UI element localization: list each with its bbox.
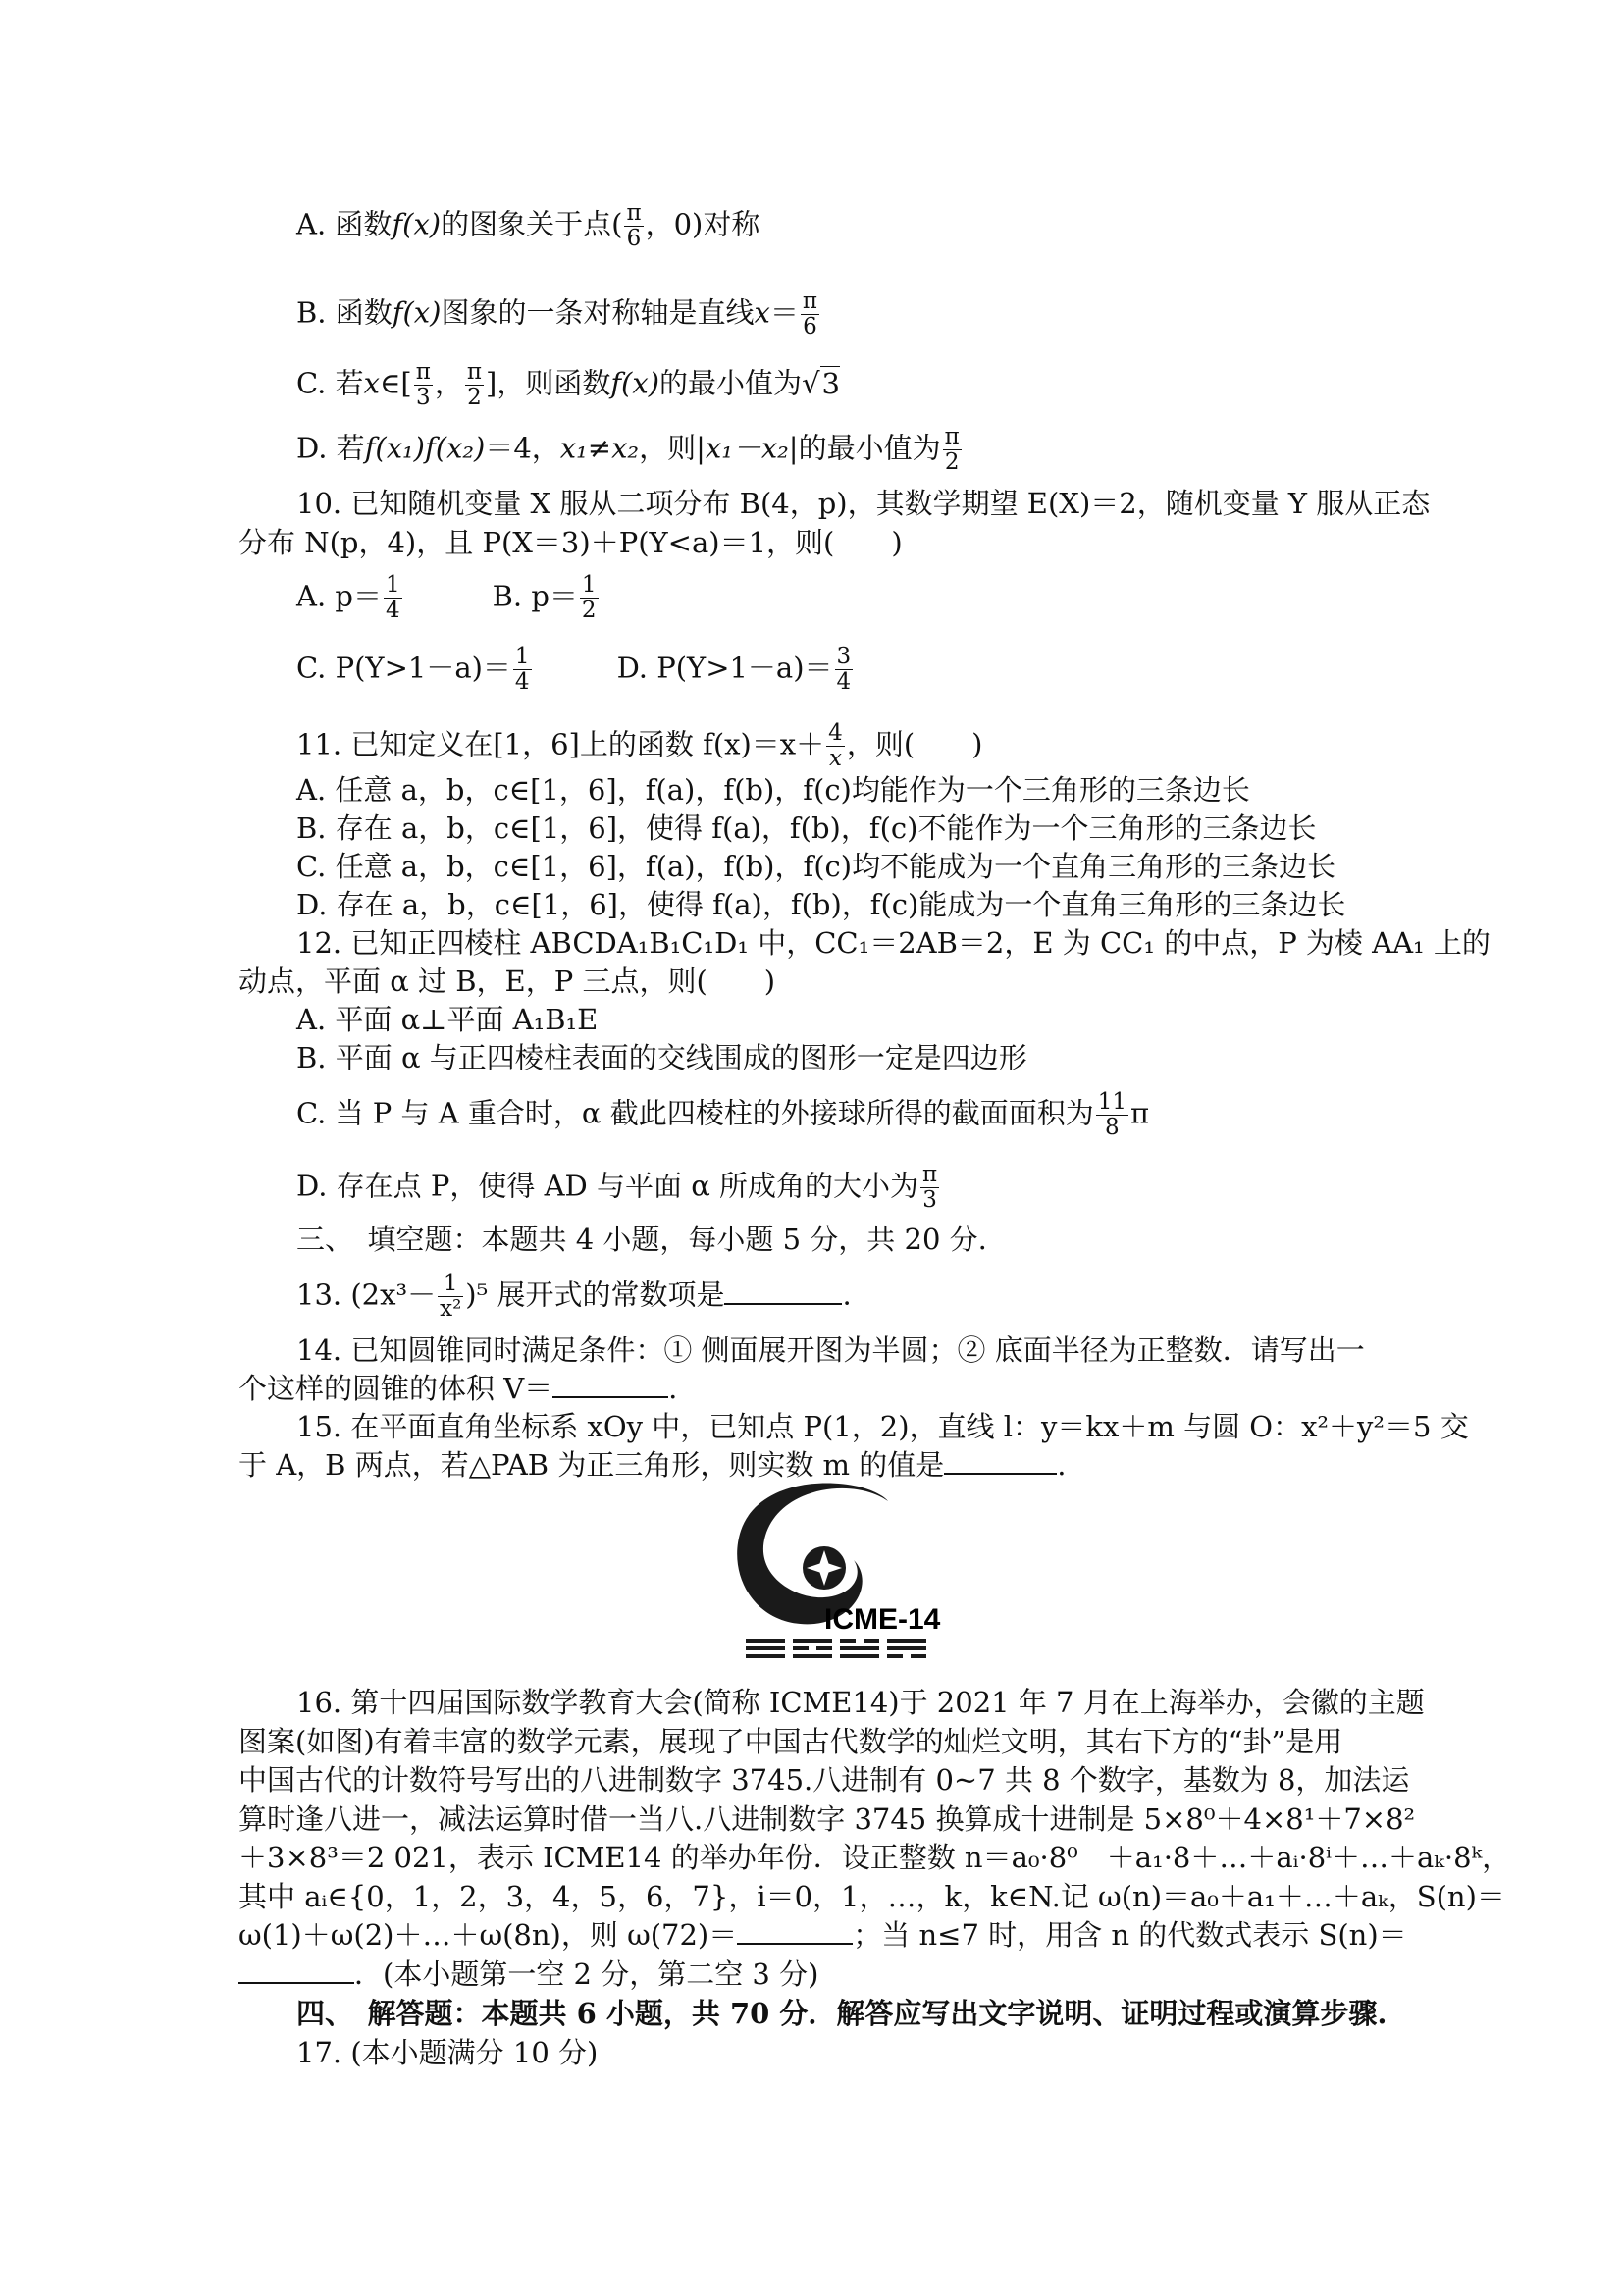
gua-bar — [746, 1639, 785, 1643]
q9-option-d — [296, 425, 964, 475]
text: ，则 — [639, 431, 697, 465]
q17-heading: 17. (本小题满分 10 分) — [296, 2036, 599, 2069]
text: . — [842, 1278, 852, 1312]
gua-bar — [746, 1646, 785, 1650]
denominator: 4 — [514, 669, 530, 695]
option-a: A. p＝ — [296, 579, 382, 613]
text: . — [1057, 1448, 1067, 1482]
gua-bar — [840, 1639, 856, 1643]
text: 的最小值为 — [798, 431, 941, 465]
fraction — [465, 360, 484, 410]
sqrt-sign: √ — [802, 366, 820, 400]
gua-bar — [793, 1646, 809, 1650]
q12-stem-line1: 12. 已知正四棱柱 ABCDA₁B₁C₁D₁ 中，CC₁＝2AB＝2，E 为 CC₁ 的中点，P 为棱 AA₁ 上的 — [296, 926, 1491, 960]
q14-line1: 14. 已知圆锥同时满足条件：① 侧面展开图为半圆；② 底面半径为正整数．请写出一 — [296, 1333, 1365, 1367]
fraction — [624, 201, 643, 251]
fraction — [513, 645, 532, 695]
text: ， — [434, 366, 463, 400]
text: . — [668, 1372, 678, 1405]
q13 — [296, 1272, 852, 1322]
fraction — [943, 425, 962, 475]
text: ＝ — [769, 295, 799, 330]
numerator: 4 — [828, 720, 843, 746]
section-4-heading: 四、 解答题：本题共 6 小题，共 70 分．解答应写出文字说明、证明过程或演算步骤. — [296, 1997, 1387, 2030]
q12-stem-line2: 动点，平面 α 过 B，E，P 三点，则( ) — [238, 965, 776, 998]
numerator: π — [466, 359, 482, 385]
numerator: 11 — [1097, 1089, 1127, 1115]
text: ＝4， — [485, 431, 560, 465]
text: 个这样的圆锥的体积 V＝ — [238, 1372, 553, 1405]
denominator: 2 — [944, 449, 960, 475]
numerator: π — [626, 200, 642, 226]
denominator: 2 — [467, 385, 482, 410]
numerator: 3 — [836, 644, 852, 669]
text: ω(1)＋ω(2)＋…＋ω(8n)，则 ω(72)＝ — [238, 1918, 738, 1952]
text: ，则( ) — [846, 727, 983, 761]
q16-line5: ＋3×8³＝2 021，表示 ICME14 的举办年份．设正整数 n＝a₀·8⁰ ＋a₁·8＋…＋aᵢ·8ⁱ＋…＋aₖ·8ᵏ， — [238, 1841, 1511, 1874]
text: 的图象关于点( — [441, 207, 623, 241]
text: 13. (2x³－ — [296, 1278, 437, 1312]
gua-bar — [793, 1639, 832, 1643]
numerator: π — [415, 359, 431, 385]
section-3-heading: 三、 填空题：本题共 4 小题，每小题 5 分，共 20 分. — [296, 1223, 987, 1256]
emblem-label: ICME-14 — [824, 1603, 941, 1636]
fraction — [580, 573, 599, 623]
q10-options-ab — [296, 573, 601, 623]
gua-bar — [887, 1646, 926, 1650]
denominator: 3 — [922, 1187, 937, 1213]
text: B. 函数 — [296, 295, 393, 330]
text: ，0)对称 — [645, 207, 760, 241]
option-d: D. P(Y>1－a)＝ — [616, 651, 833, 685]
numerator: 1 — [385, 572, 400, 598]
q12-option-d — [296, 1163, 941, 1213]
gua-bar — [911, 1654, 926, 1658]
q14-line2 — [238, 1371, 677, 1406]
math-product: f(x₁)f(x₂) — [364, 431, 486, 465]
q10-options-cd — [296, 645, 855, 695]
q10-stem-line1: 10. 已知随机变量 X 服从二项分布 B(4，p)，其数学期望 E(X)＝2，随机变量 Y 服从正态 — [296, 487, 1431, 520]
text: 图象的一条对称轴是直线 — [441, 295, 755, 330]
text: )⁵ 展开式的常数项是 — [465, 1278, 725, 1312]
fraction — [920, 1163, 939, 1213]
gua-bar — [816, 1646, 832, 1650]
q11-option-b: B. 存在 a，b，c∈[1，6]，使得 f(a)，f(b)，f(c)不能作为一个三角形的三条边长 — [296, 811, 1317, 845]
q11-option-c: C. 任意 a，b，c∈[1，6]，f(a)，f(b)，f(c)均不能成为一个直角三角形的三条边长 — [296, 850, 1336, 883]
answer-blank-1 — [737, 1917, 853, 1945]
q9-option-a — [296, 201, 759, 251]
option-c: C. P(Y>1－a)＝ — [296, 651, 511, 685]
fraction — [384, 573, 402, 623]
fraction — [801, 289, 819, 339]
q16-line3: 中国古代的计数符号写出的八进制数字 3745.八进制有 0~7 共 8 个数字，基数为 8，加法运 — [238, 1763, 1410, 1797]
answer-blank — [724, 1278, 842, 1305]
text: C. 若 — [296, 366, 364, 400]
math-fx: f(x) — [610, 366, 660, 400]
numerator: 1 — [438, 1272, 463, 1297]
text: ；当 n≤7 时，用含 n 的代数式表示 S(n)＝ — [853, 1918, 1407, 1952]
fraction — [438, 1272, 463, 1322]
math-x: x — [363, 366, 380, 400]
denominator: x² — [440, 1296, 462, 1322]
numerator: π — [944, 424, 960, 449]
denominator: 4 — [385, 598, 400, 623]
math-ineq: x₁≠x₂ — [559, 431, 640, 465]
text: D. 若 — [296, 431, 365, 465]
text: 11. 已知定义在[1，6]上的函数 f(x)＝x＋ — [296, 727, 825, 761]
math-x: x — [754, 295, 770, 330]
q16-line2: 图案(如图)有着丰富的数学元素，展现了中国古代数学的灿烂文明，其右下方的“卦”是用 — [238, 1725, 1343, 1758]
numerator: π — [922, 1162, 938, 1187]
gua-bar — [840, 1654, 879, 1658]
denominator: 6 — [626, 226, 642, 251]
text: C. 当 P 与 A 重合时，α 截此四棱柱的外接球所得的截面面积为 — [296, 1096, 1094, 1130]
q15-line2 — [238, 1447, 1066, 1483]
math-fx: f(x) — [392, 295, 442, 330]
numerator: 1 — [514, 644, 530, 669]
denominator: 6 — [803, 314, 817, 339]
q10-stem-line2: 分布 N(p，4)，且 P(X＝3)＋P(Y<a)＝1，则( ) — [238, 526, 903, 559]
denominator: 8 — [1105, 1115, 1120, 1140]
sqrt-value: 3 — [821, 366, 840, 400]
gua-bar — [887, 1639, 926, 1643]
q11-option-a: A. 任意 a，b，c∈[1，6]，f(a)，f(b)，f(c)均能作为一个三角形的三条边长 — [296, 773, 1250, 807]
text: ∈[ — [379, 366, 412, 400]
fraction — [826, 721, 845, 771]
answer-blank — [944, 1447, 1057, 1475]
q12-option-b: B. 平面 α 与正四棱柱表面的交线围成的图形一定是四边形 — [296, 1041, 1027, 1074]
answer-blank — [552, 1371, 668, 1398]
text: D. 存在点 P，使得 AD 与平面 α 所成角的大小为 — [296, 1169, 919, 1203]
math-fx: f(x) — [392, 207, 442, 241]
gua-bar — [793, 1654, 832, 1658]
text: π — [1130, 1096, 1150, 1130]
gua-symbols — [746, 1639, 926, 1658]
q16-line6: 其中 aᵢ∈{0，1，2，3，4，5，6，7}，i＝0，1，…，k，k∈N.记 ω(n)＝a₀＋a₁＋…＋aₖ，S(n)＝ — [238, 1880, 1505, 1913]
gua-bar — [864, 1639, 879, 1643]
numerator: 1 — [581, 572, 597, 598]
fraction — [835, 645, 854, 695]
denominator: 2 — [581, 598, 597, 623]
text: ．(本小题第一空 2 分，第二空 3 分) — [354, 1957, 819, 1991]
q11-option-d: D. 存在 a，b，c∈[1，6]，使得 f(a)，f(b)，f(c)能成为一个直角三角形的三条边长 — [296, 888, 1346, 921]
q12-option-a: A. 平面 α⊥平面 A₁B₁E — [296, 1003, 599, 1036]
icme-14-emblem — [687, 1482, 991, 1673]
numerator: π — [802, 288, 817, 314]
fraction — [414, 360, 433, 410]
denominator: x — [829, 746, 842, 771]
text: A. 函数 — [296, 207, 393, 241]
text: 于 A，B 两点，若△PAB 为正三角形，则实数 m 的值是 — [238, 1448, 945, 1482]
text: ]，则函数 — [486, 366, 611, 400]
q9-option-c — [296, 360, 840, 410]
math-abs: |x₁－x₂| — [696, 431, 799, 465]
q15-line1: 15. 在平面直角坐标系 xOy 中，已知点 P(1，2)，直线 l：y＝kx＋m 与圆 O：x²＋y²＝5 交 — [296, 1410, 1469, 1443]
gua-bar — [840, 1646, 879, 1650]
q9-option-b — [296, 289, 821, 339]
q16-line4: 算时逢八进一，减法运算时借一当八.八进制数字 3745 换算成十进制是 5×8⁰＋4×8¹＋7×8² — [238, 1802, 1416, 1836]
option-b: B. p＝ — [492, 579, 578, 613]
gua-bar — [887, 1654, 903, 1658]
denominator: 3 — [415, 385, 431, 410]
answer-blank-2 — [238, 1957, 354, 1984]
q16-line1: 16. 第十四届国际数学教育大会(简称 ICME14)于 2021 年 7 月在上海举办，会徽的主题 — [296, 1686, 1425, 1719]
q12-option-c — [296, 1090, 1149, 1140]
q16-line8 — [238, 1957, 818, 1992]
gua-bar — [746, 1654, 785, 1658]
q11-stem — [296, 721, 982, 771]
text: 的最小值为 — [659, 366, 803, 400]
fraction — [1096, 1090, 1128, 1140]
denominator: 4 — [836, 669, 852, 695]
q16-line7 — [238, 1917, 1407, 1953]
